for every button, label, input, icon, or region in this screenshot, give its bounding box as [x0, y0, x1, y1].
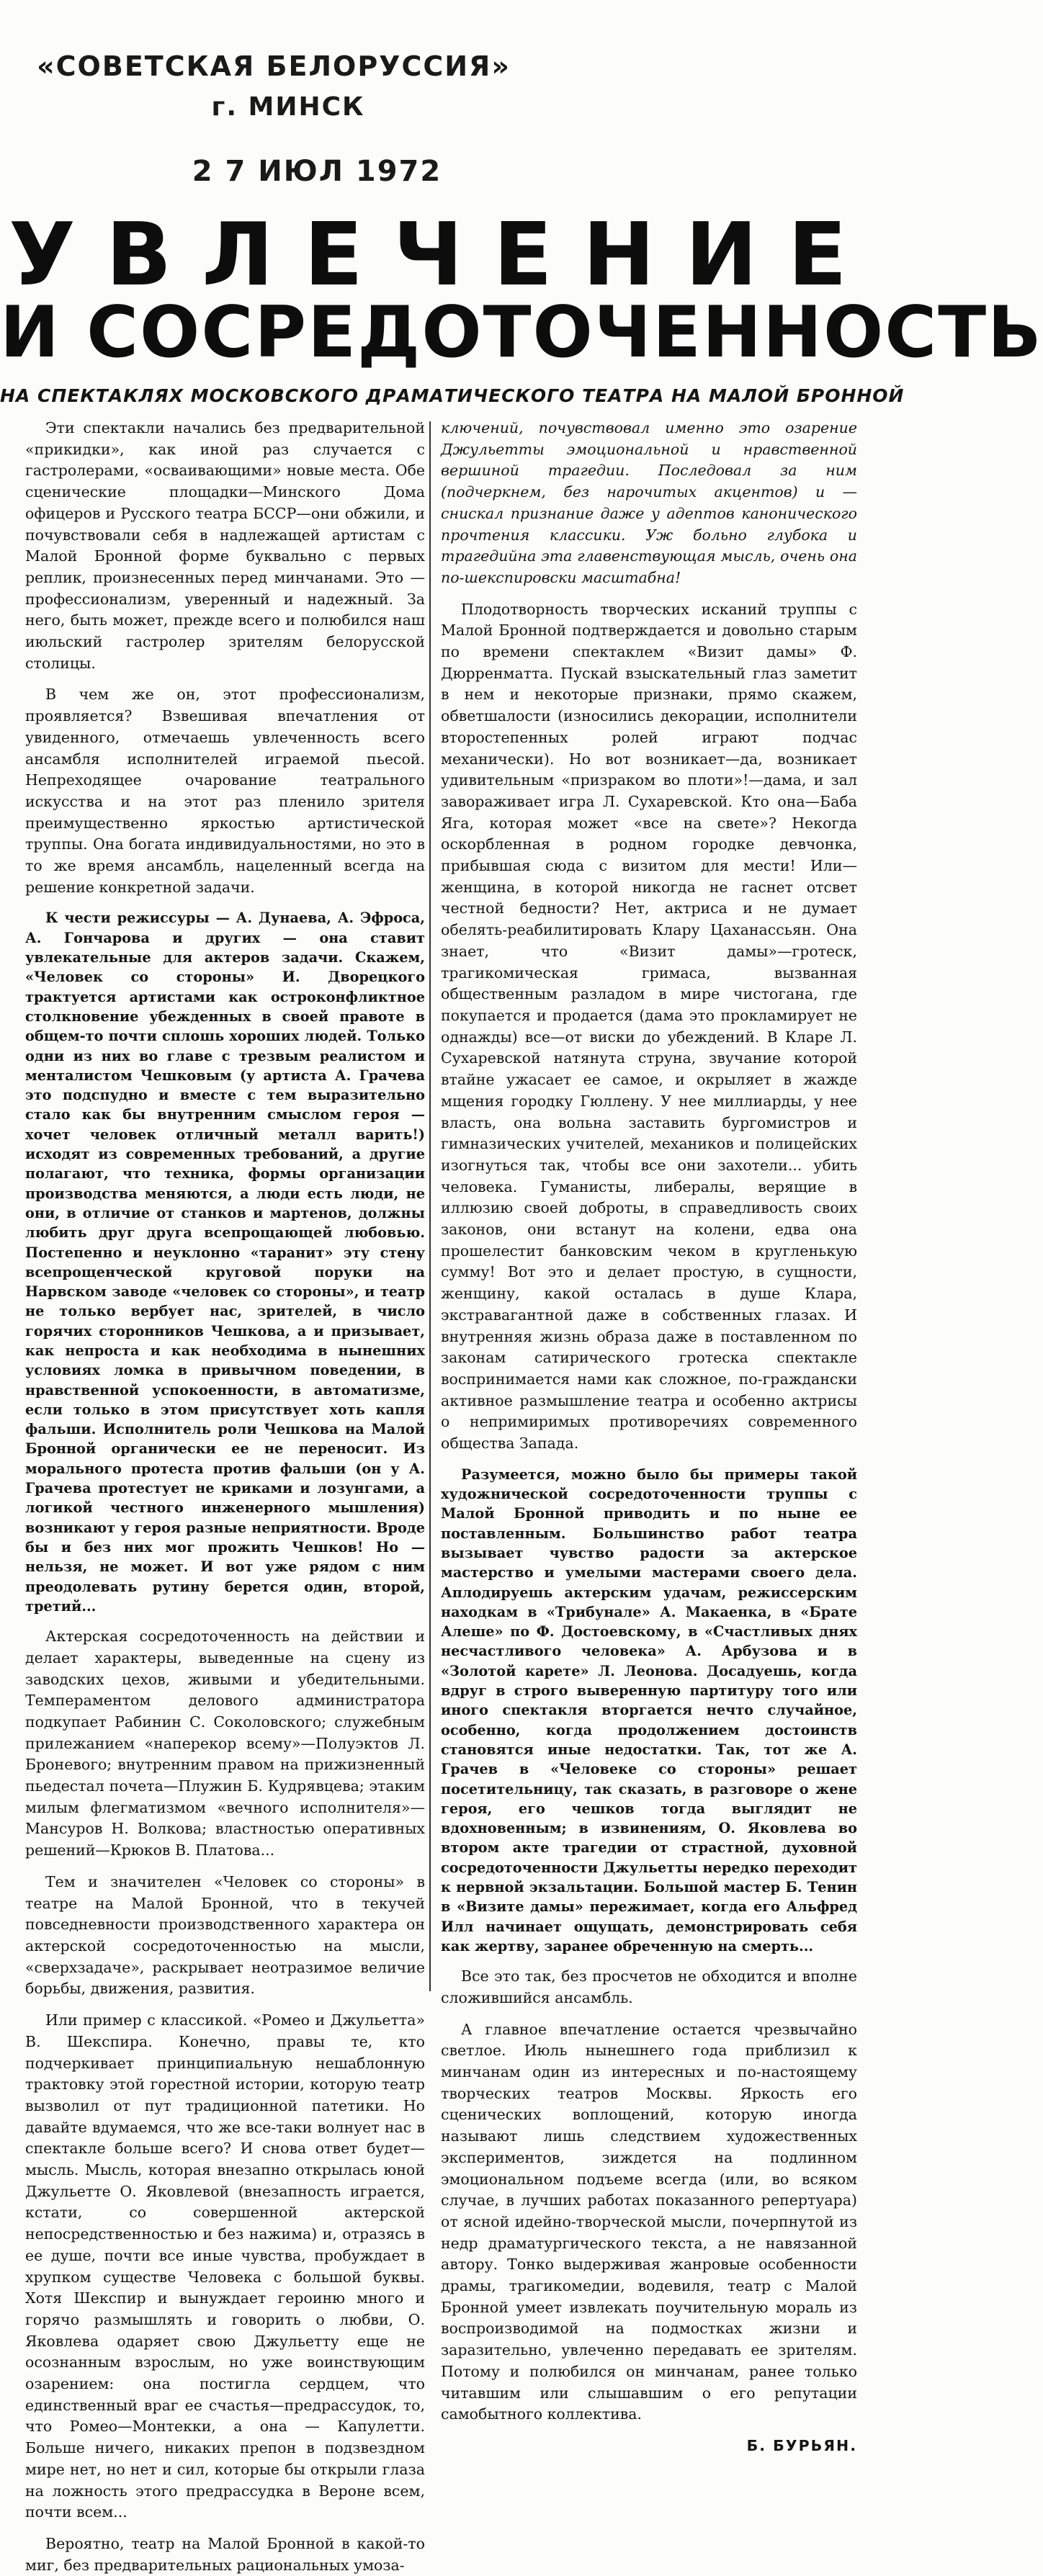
paragraph: В чем же он, этот профессионализм, проявляется? Взвешивая впечатления от увиденного, отмечаешь увлеченность всего ансамбля исполнителей играемой пьесой. Непреходящее очарование театрального искусства и на этот раз пленило зрителя преимущественно яркостью артистической труппы. Она богата индивидуальностями, но это в то же время ансамбль, нацеленный всегда на решение конкретной задачи.	[25, 686, 425, 896]
paragraph: Тем и значителен «Человек со стороны» в театре на Малой Бронной, что в текучей повседневности производственного характера он актерской сосредоточенностью на мысли, «сверхзадаче», раскрывает неотразимое величие борьбы, движения, развития.	[25, 1872, 425, 1998]
paragraph: Актерская сосредоточенность на действии и делает характеры, выведенные на сцену из заводских цехов, живыми и убедительными. Темпераментом делового администратора подкупает Рабинин С. Соколовского; служебным прилежанием «наперекор всему»—Полуэктов Л. Броневого; внутренним правом на прижизненный пьедестал почета—Плужин Б. Кудрявцева; этаким милым флегматизмом «вечного исполнителя»—Мансуров Н. Волкова; властностью оперативных решений—Крюков В. Платова...	[25, 1628, 425, 1859]
headline-line-1: УВЛЕЧЕНИЕ	[9, 205, 877, 305]
stamp-city: г. МИНСК	[211, 92, 365, 122]
paragraph: Вероятно, театр на Малой Бронной в какой-то миг, без предварительных рациональных умоза-	[25, 2534, 425, 2574]
paragraph: Эти спектакли начались без предварительной «прикидки», как иной раз случается с гастролерами, «осваивающими» новые места. Обе сценические площадки—Минского Дома офицеров и Русского театра БССР—они обжили, и почувствовали себя в надлежащей артистам с Малой Бронной форме буквально с первых реплик, произнесенных перед минчанами. Это — профессионализм, уверенный и надежный. За него, быть может, прежде всего и полюбился наш июльский гастролер зрителям белорусской столицы.	[25, 419, 425, 672]
stamp-date: 2 7 ИЮЛ 1972	[192, 155, 442, 188]
paragraph: Разумеется, можно было бы примеры такой художнической сосредоточенности труппы с Малой Бронной приводить и по ныне ее поставленным. Большинство работ театра вызывает чувство радости за актерское мастерство и умелыми мастерами своего дела. Аплодируешь актерским удачам, режиссерским находкам в «Трибунале» А. Макаенка, в «Брате Алеше» по Ф. Достоевскому, в «Счастливых днях несчастливого человека» А. Арбузова и в «Золотой карете» Л. Леонова. Досадуешь, когда вдруг в строго выверенную партитуру того или иного спектакля вторгается нечто случайное, особенно, когда продолжением достоинств становятся иные недостатки. Так, тот же А. Грачев в «Человеке со стороны» решает посетительницу, так сказать, в разговоре о жене героя, его чешков тогда выглядит не вдохновенным; в извинениям, О. Яковлева во втором акте трагедии от страстной, духовной сосредоточенности Джульетты нередко переходит к нервной экзальтации. Большой мастер Б. Тенин в «Визите дамы» пережимает, когда его Альфред Илл начинает ощущать, демонстрировать себя как жертву, заранее обреченную на смерть...	[441, 1466, 857, 1955]
subheadline: НА СПЕКТАКЛЯХ МОСКОВСКОГО ДРАМАТИЧЕСКОГО ТЕАТРА НА МАЛОЙ БРОННОЙ	[0, 385, 905, 406]
paragraph: Все это так, без просчетов не обходится и вполне сложившийся ансамбль.	[441, 1967, 857, 2006]
paragraph: ключений, почувствовал именно это озарение Джульетты эмоциональной и нравственной вершиной трагедии. Последовал за ним (подчеркнем, без нарочитых акцентов) и — снискал признание даже у адептов каноничеcкого прочтения классики. Уж больно глубока и трагедийна эта главенствующая мысль, очень она по-шекспировски масштабна!	[441, 419, 857, 586]
headline-line-2: И СОСРЕДОТОЧЕННОСТЬ	[0, 292, 1043, 374]
article-column-left	[25, 418, 425, 2574]
article-column-right	[441, 418, 857, 2454]
paragraph: К чести режиссуры — А. Дунаева, А. Эфроса, А. Гончарова и других — она ставит увлекательные для актеров задачи. Скажем, «Человек со стороны» И. Дворецкого трактуется артистами как остроконфликтное столкновение убежденных в своей правоте в общем-то почти сплошь хороших людей. Только одни из них во главе с трезвым реалистом и менталистом Чешковым (у артиста А. Грачева это подспудно и вместе с тем выразительно стало как бы внутренним смыслом героя — хочет человек отличный металл варить!) исходят из современных требований, а другие полагают, что техника, формы организации производства меняются, а люди есть люди, не они, в отличие от станков и мартенов, должны любить друг друга всепрощающей любовью. Постепенно и неуклонно «таранит» эту стену всепрощенческой круговой поруки на Нарвском заводе «человек со стороны», и театр не только вербует нас, зрителей, в число горячих сторонников Чешкова, а и призывает, как непроста и как необходима в нынешних условиях ломка в привычном поведении, в нравственной успокоенности, в автоматизме, если только в этом присутствует хоть капля фальши. Исполнитель роли Чешкова на Малой Бронной органически ее не переносит. Из морального протеста против фальши (он у А. Грачева протестует не криками и лозунгами, а логикой честного инженерного мышления) возникают у героя разные неприятности. Вроде бы и без них мог прожить Чешков! Но — нельзя, не может. И вот уже рядом с ним преодолевать рутину берется один, второй, третий...	[25, 910, 425, 1615]
paragraph: А главное впечатление остается чрезвычайно светлое. Июль нынешнего года приблизил к минчанам один из интересных и по-настоящему творческих театров Москвы. Яркость его сценических воплощений, которую иногда называют лишь следствием художественных экспериментов, зиждется на подлинном эмоциональном подъеме всегда (или, во всяком случае, в лучших работах показанного репертуара) от ясной идейно-творческой мысли, почерпнутой из недр драматургического текста, а не навязанной автору. Тонко выдерживая жанровые особенности драмы, трагикомедии, водевиля, театр с Малой Бронной умеет извлекать поучительную мораль из воспроизводимой на подмостках жизни и заразительно, увлеченно передавать ее зрителям. Потому и полюбился он минчанам, ранее только читавшим или слышавшим о его репутации самобытного коллектива.	[441, 2020, 857, 2423]
stamp-paper-name: «СОВЕТСКАЯ БЕЛОРУССИЯ»	[37, 50, 511, 82]
paragraph: Плодотворность творческих исканий труппы с Малой Бронной подтверждается и довольно старым по времени спектаклем «Визит дамы» Ф. Дюрренматта. Пускай взыскательный глаз заметит в нем и некоторые признаки, прямо скажем, обветшалости (износились декорации, исполнители второстепенных ролей играют подчас механически). Но вот возникает—да, возникает удивительным «призраком во плоти»!—дама, и зал завораживает игра Л. Сухаревской. Кто она—Баба Яга, которая может «все на свете»? Некогда оскорбленная в родном городке девчонка, прибывшая сюда с визитом для мести! Или—женщина, в которой никогда не гаснет отсвет честной бедности? Нет, актриса и не думает обелять-реабилитировать Клару Цаханассьян. Она знает, что «Визит дамы»—гротеск, трагикомическая гримаса, вызванная общественным разладом в мире чистогана, где покупается и продается (дама это прокламирует не однажды) все—от виски до убеждений. В Кларе Л. Сухаревской натянута струна, звучание которой втайне ужасает ее самое, и окрыляет в жажде мщения городку Гюллену. У нее миллиарды, у нее власть, она вольна заставить бургомистров и гимназических учителей, механиков и полицейских изогнуться так, чтобы все они захотели... убить человека. Гуманисты, либералы, верящие в иллюзию своей доброты, в справедливость своих законов, они встанут на колени, едва она прошелестит банковским чеком в кругленькую сумму! Вот это и делает простую, в сущности, женщину, какой осталась в душе Клара, экстравагантной даже в собственных глазах. И внутренняя жизнь образа даже в поставленном по законам сатирического гротеска спектакле воспринимается нами как сложное, по-граждански активное размышление театра и особенно актрисы о непримиримых противоречиях современного общества Запада.	[441, 600, 857, 1453]
author-signature: Б. БУРЬЯН.	[746, 2436, 857, 2454]
paragraph: Или пример с классикой. «Ромео и Джульетта» В. Шекспира. Конечно, правы те, кто подчеркивает принципиальную нешаблонную трактовку этой горестной истории, которую театр вызволил от пут традиционной патетики. Но давайте вдумаемся, что же все-таки волнует нас в спектакле больше всего? И снова ответ будет—мысль. Мысль, которая внезапно открылась юной Джульетте О. Яковлевой (внезапность играется, кстати, со совершенной актерской непосредственностью и без нажима) и, отразясь в ее душе, почти все иные чувства, пробуждает в хрупком существе Человека с большой буквы. Хотя Шекспир и вынуждает героиню много и горячо размышлять и говорить о любви, О. Яковлева одаряет свою Джульетту еще не осознанным взрослым, но уже воинствующим озарением: она постигла сердцем, что единственный враг ее счастья—предрассудок, то, что Ромео—Монтекки, а она — Капулетти. Больше ничего, никаких препон в подзвездном мире нет, но нет и сил, которые бы открыли глаза на ложность этого предрассудка в Вероне всем, почти всем...	[25, 2011, 425, 2521]
column-divider	[429, 421, 431, 1991]
